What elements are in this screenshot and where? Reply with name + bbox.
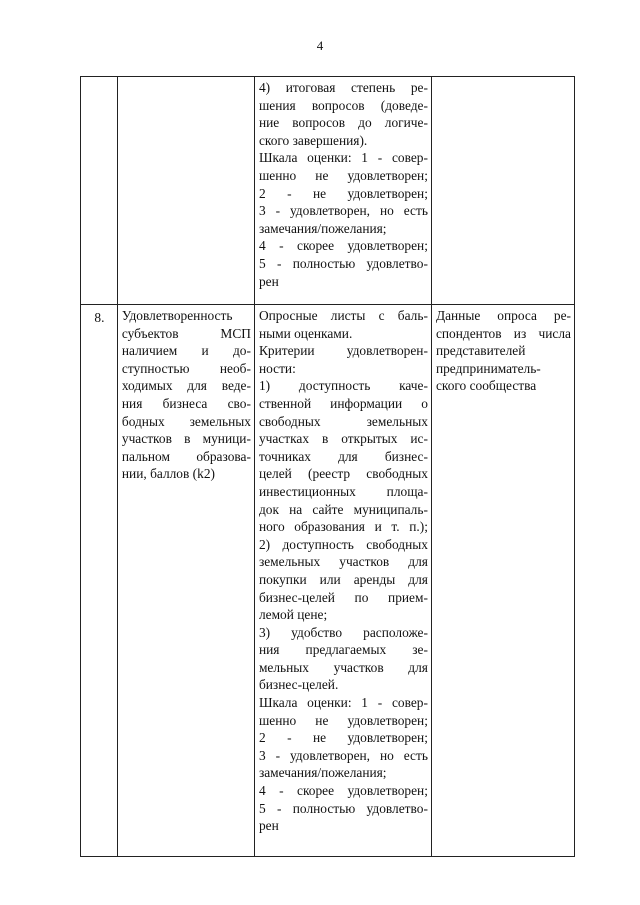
text-line: пальном образова- [121, 448, 251, 464]
source-text [436, 307, 571, 395]
text-line: Удовлетворенность [121, 308, 233, 323]
text-line: ния бизнеса сво- [121, 395, 251, 411]
text-line: шенно не удовлетворен; [258, 712, 428, 728]
text-line: свободных земельных [258, 413, 428, 429]
text-line: представителей [435, 343, 526, 359]
text-line: ходимых для веде- [121, 378, 251, 394]
text-line: бизнес-целей. [258, 677, 339, 693]
text-line: субъектов МСП [121, 325, 251, 341]
text-line: Шкала оценки: 1 - совер- [258, 150, 428, 166]
row-number-cell: 8. [81, 305, 118, 857]
text-line: точниках для бизнес- [258, 448, 428, 464]
text-line: ние вопросов до логиче- [258, 115, 428, 131]
text-line: Критерии удовлетворен- [258, 343, 428, 359]
text-line: 4 - скорее удовлетворен; [258, 238, 428, 254]
text-line: предприниматель- [435, 360, 541, 376]
text-line: нии, баллов (k2) [121, 466, 215, 482]
text-line: участках в открытых ис- [258, 431, 428, 447]
text-line: рен [258, 818, 279, 834]
text-line: шенно не удовлетворен; [258, 167, 428, 183]
method-cell [254, 305, 431, 857]
table-row [81, 305, 575, 857]
text-line: 2 - не удовлетворен; [258, 185, 428, 201]
text-line: 1) доступность каче- [258, 378, 428, 394]
text-line: инвестиционных площа- [258, 483, 428, 499]
page-number: 4 [316, 38, 324, 53]
text-line: 2) доступность свободных [258, 536, 428, 552]
text-line: 5 - полностью удовлетво- [258, 255, 428, 271]
text-line: Опросные листы с баль- [258, 308, 428, 323]
text-line: шения вопросов (доведе- [258, 97, 428, 113]
text-line: рен [258, 273, 279, 289]
text-line: 2 - не удовлетворен; [258, 730, 428, 746]
method-text [259, 79, 428, 290]
text-line: док на сайте муниципаль- [258, 501, 428, 517]
text-line: ности: [258, 360, 296, 376]
text-line: 3 - удовлетворен, но есть [258, 747, 428, 763]
text-line: участков в муници- [121, 431, 251, 447]
text-line: ными оценками. [258, 325, 353, 341]
text-line: Шкала оценки: 1 - совер- [258, 695, 428, 711]
text-line: ского завершения). [258, 132, 368, 148]
method-text [259, 307, 428, 835]
text-line: ния предлагаемых зе- [258, 642, 428, 658]
indicator-text [122, 307, 251, 483]
source-cell [431, 305, 574, 857]
text-line: лемой цене; [258, 607, 328, 623]
text-line: 4) итоговая степень ре- [258, 80, 428, 95]
text-line: 3) удобство расположе- [258, 624, 428, 640]
text-line: 3 - удовлетворен, но есть [258, 203, 428, 219]
indicator-cell [117, 305, 254, 857]
table-row [81, 77, 575, 305]
text-line: наличием и до- [121, 343, 251, 359]
text-line: замечания/пожелания; [258, 765, 387, 781]
text-line: бизнес-целей по прием- [258, 589, 428, 605]
text-line: ского сообщества [435, 378, 537, 394]
text-line: бодных земельных [121, 413, 251, 429]
text-line: 5 - полностью удовлетво- [258, 800, 428, 816]
source-cell [431, 77, 574, 305]
indicators-table [80, 76, 575, 857]
text-line: ственной информации о [258, 395, 428, 411]
text-line: замечания/пожелания; [258, 220, 387, 236]
text-line: Данные опроса ре- [435, 308, 571, 323]
method-cell [254, 77, 431, 305]
text-line: ного образования и т. п.); [258, 519, 428, 535]
text-line: мельных участков для [258, 659, 428, 675]
indicator-cell [117, 77, 254, 305]
text-line: спондентов из числа [435, 325, 571, 341]
text-line: покупки или аренды для [258, 571, 428, 587]
text-line: 4 - скорее удовлетворен; [258, 783, 428, 799]
text-line: ступностью необ- [121, 360, 251, 376]
text-line: целей (реестр свободных [258, 466, 428, 482]
text-line: земельных участков для [258, 554, 428, 570]
row-number-cell [81, 77, 118, 305]
